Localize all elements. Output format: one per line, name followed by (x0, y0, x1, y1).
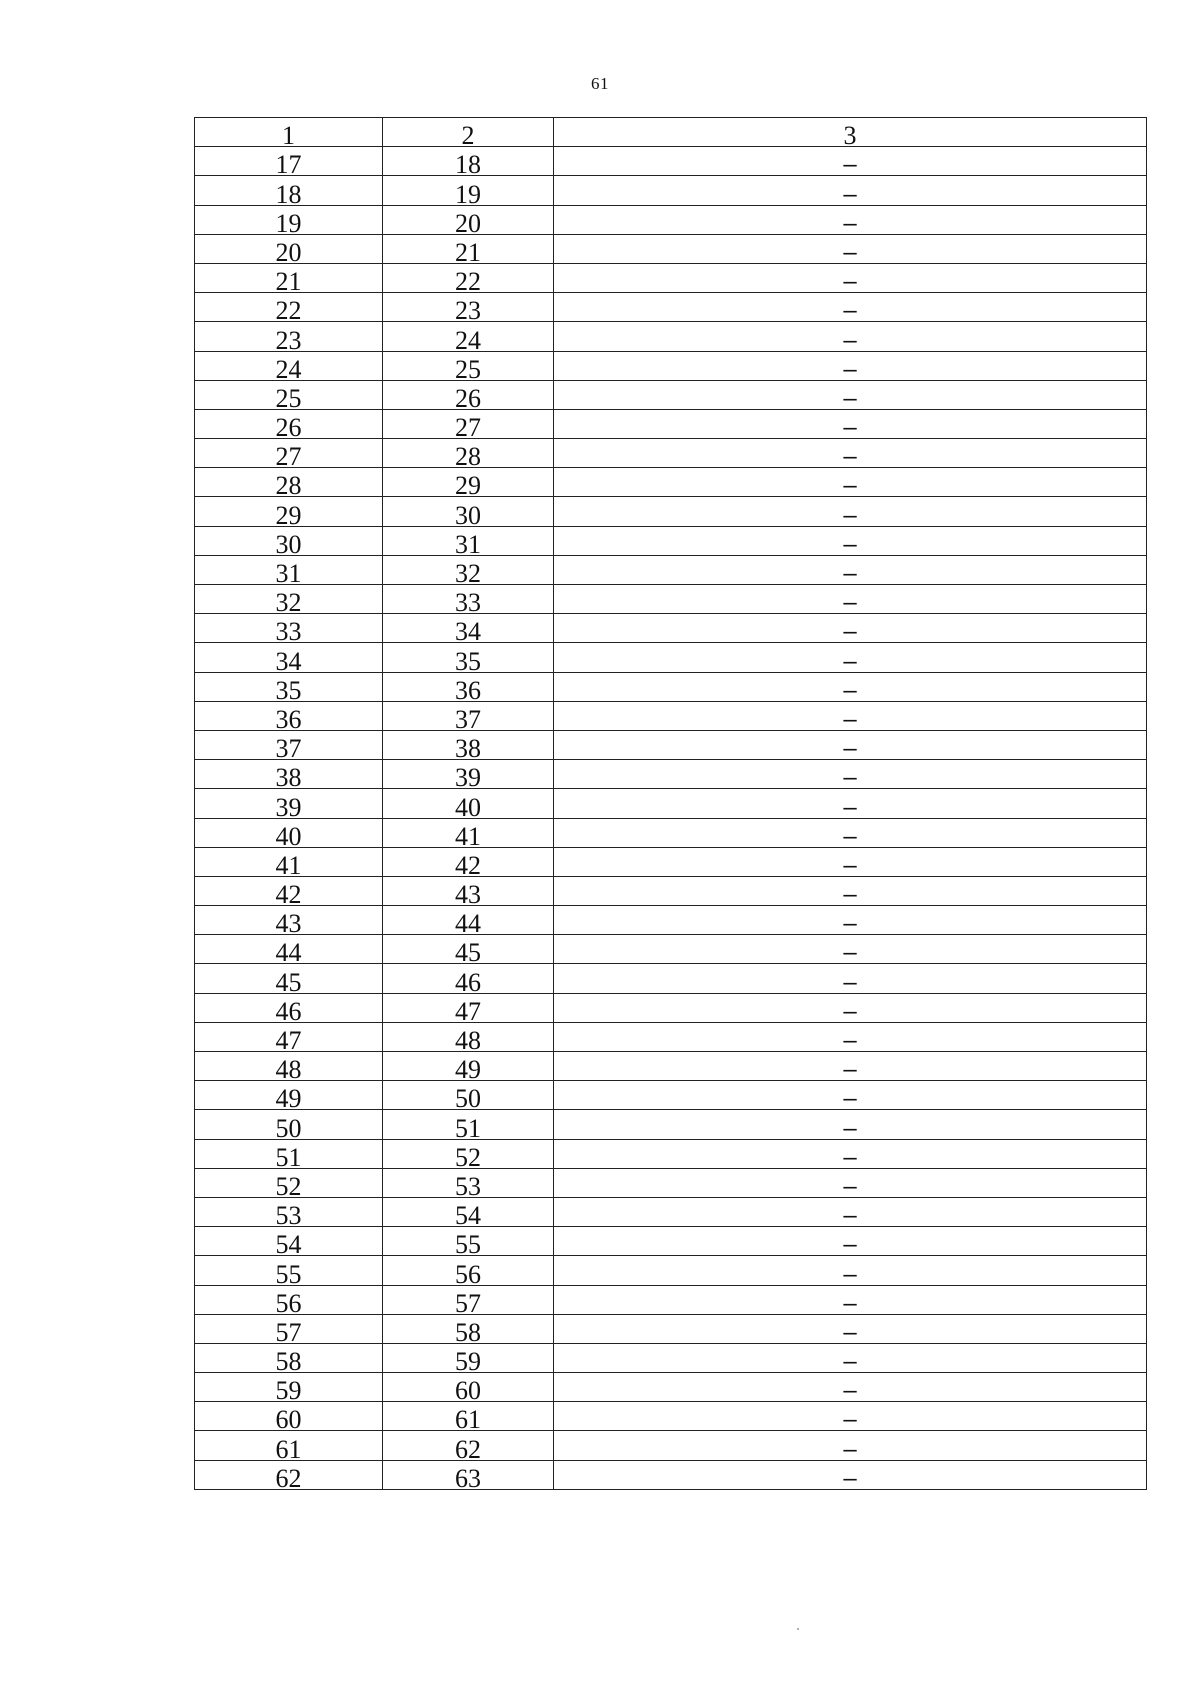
table-cell-col-1: 28 (195, 468, 383, 497)
table-cell-col-2: 50 (383, 1081, 554, 1110)
table-cell-col-1: 18 (195, 176, 383, 205)
table-cell-col-2: 61 (383, 1402, 554, 1431)
table-cell-col-2: 25 (383, 351, 554, 380)
table-cell-col-3: – (554, 351, 1147, 380)
table-row (195, 614, 1147, 643)
table-cell-col-1: 45 (195, 964, 383, 993)
table-cell-col-2: 31 (383, 526, 554, 555)
table-cell-col-3: – (554, 147, 1147, 176)
table-cell-col-2: 23 (383, 293, 554, 322)
table-row (195, 847, 1147, 876)
column-header-3: 3 (554, 118, 1147, 147)
table-cell-col-3: – (554, 1197, 1147, 1226)
table-cell-col-3: – (554, 1052, 1147, 1081)
table-cell-col-1: 42 (195, 876, 383, 905)
table-row (195, 1139, 1147, 1168)
table-cell-col-1: 51 (195, 1139, 383, 1168)
table-cell-col-1: 31 (195, 555, 383, 584)
table-cell-col-1: 58 (195, 1343, 383, 1372)
table-row (195, 643, 1147, 672)
table-row (195, 263, 1147, 292)
table-row (195, 672, 1147, 701)
table-cell-col-3: – (554, 789, 1147, 818)
table-cell-col-1: 46 (195, 993, 383, 1022)
page-number: 61 (591, 74, 609, 93)
table-cell-col-2: 21 (383, 234, 554, 263)
table-cell-col-3: – (554, 1022, 1147, 1051)
table-cell-col-3: – (554, 1256, 1147, 1285)
table-cell-col-2: 52 (383, 1139, 554, 1168)
table-cell-col-3: – (554, 526, 1147, 555)
table-row (195, 1022, 1147, 1051)
table-cell-col-1: 36 (195, 701, 383, 730)
table-cell-col-1: 38 (195, 760, 383, 789)
table-row (195, 906, 1147, 935)
table-row (195, 993, 1147, 1022)
table-cell-col-2: 22 (383, 263, 554, 292)
table-cell-col-2: 54 (383, 1197, 554, 1226)
table-cell-col-2: 60 (383, 1373, 554, 1402)
table-cell-col-2: 30 (383, 497, 554, 526)
table-cell-col-1: 37 (195, 730, 383, 759)
table-cell-col-2: 38 (383, 730, 554, 759)
table-cell-col-1: 59 (195, 1373, 383, 1402)
data-table (194, 117, 1147, 1493)
table-cell-col-2: 40 (383, 789, 554, 818)
table-cell-col-2: 55 (383, 1227, 554, 1256)
table-row (195, 935, 1147, 964)
table-cell-col-3: – (554, 497, 1147, 526)
table-cell-col-2: 20 (383, 205, 554, 234)
table-cell-col-3: – (554, 1139, 1147, 1168)
table-cell-col-2: 63 (383, 1460, 554, 1489)
table-cell-col-3: – (554, 468, 1147, 497)
table-cell-col-2: 46 (383, 964, 554, 993)
table-cell-col-1: 34 (195, 643, 383, 672)
table-cell-col-1: 50 (195, 1110, 383, 1139)
table-cell-col-3: – (554, 701, 1147, 730)
table-row (195, 730, 1147, 759)
table-row (195, 409, 1147, 438)
table-cell-col-2: 53 (383, 1168, 554, 1197)
column-header-1: 1 (195, 118, 383, 147)
table-cell-col-3: – (554, 964, 1147, 993)
table-row (195, 1460, 1147, 1489)
table-cell-col-2: 39 (383, 760, 554, 789)
table-row (195, 205, 1147, 234)
table-row (195, 234, 1147, 263)
table-cell-col-1: 52 (195, 1168, 383, 1197)
table-row (195, 468, 1147, 497)
table-cell-col-3: – (554, 176, 1147, 205)
table-row (195, 1285, 1147, 1314)
table-cell-col-1: 21 (195, 263, 383, 292)
table-cell-col-2: 51 (383, 1110, 554, 1139)
table-row (195, 322, 1147, 351)
table-row (195, 380, 1147, 409)
table-cell-col-1: 19 (195, 205, 383, 234)
table-cell-col-2: 19 (383, 176, 554, 205)
table-row (195, 555, 1147, 584)
table-cell-col-1: 29 (195, 497, 383, 526)
table-header (195, 118, 1147, 151)
table-cell-col-3: – (554, 935, 1147, 964)
table-cell-col-3: – (554, 1168, 1147, 1197)
table-cell-col-3: – (554, 1373, 1147, 1402)
table-row (195, 1314, 1147, 1343)
table-cell-col-2: 42 (383, 847, 554, 876)
table-cell-col-2: 58 (383, 1314, 554, 1343)
table-row (195, 1227, 1147, 1256)
table-cell-col-2: 45 (383, 935, 554, 964)
table-cell-col-2: 48 (383, 1022, 554, 1051)
table-cell-col-1: 33 (195, 614, 383, 643)
table-cell-col-3: – (554, 380, 1147, 409)
table-row (195, 497, 1147, 526)
table-cell-col-2: 18 (383, 147, 554, 176)
table-row (195, 1431, 1147, 1460)
table-cell-col-3: – (554, 1081, 1147, 1110)
table-cell-col-3: – (554, 730, 1147, 759)
table-cell-col-1: 20 (195, 234, 383, 263)
table-cell-col-3: – (554, 263, 1147, 292)
table-cell-col-1: 62 (195, 1460, 383, 1489)
table-cell-col-2: 49 (383, 1052, 554, 1081)
table-cell-col-3: – (554, 234, 1147, 263)
table-cell-col-3: – (554, 847, 1147, 876)
table-cell-col-2: 28 (383, 439, 554, 468)
table-cell-col-3: – (554, 585, 1147, 614)
table-row (195, 1081, 1147, 1110)
table-cell-col-3: – (554, 818, 1147, 847)
table-row (195, 526, 1147, 555)
table-cell-col-2: 34 (383, 614, 554, 643)
table-row (195, 760, 1147, 789)
table-cell-col-1: 39 (195, 789, 383, 818)
table-cell-col-3: – (554, 205, 1147, 234)
table-cell-col-2: 36 (383, 672, 554, 701)
table-cell-col-2: 32 (383, 555, 554, 584)
table-cell-col-3: – (554, 1343, 1147, 1372)
table-row (195, 701, 1147, 730)
table-cell-col-1: 43 (195, 906, 383, 935)
table-cell-col-2: 27 (383, 409, 554, 438)
table-cell-col-3: – (554, 1227, 1147, 1256)
table-body (195, 147, 1147, 1493)
table-row (195, 789, 1147, 818)
table-cell-col-3: – (554, 1402, 1147, 1431)
table-cell-col-1: 35 (195, 672, 383, 701)
scan-speck (797, 1628, 799, 1630)
table-cell-col-3: – (554, 1460, 1147, 1489)
table-header-row (195, 118, 1147, 147)
table-cell-col-2: 37 (383, 701, 554, 730)
table-cell-col-3: – (554, 1110, 1147, 1139)
table-row (195, 1197, 1147, 1226)
table-row (195, 876, 1147, 905)
table-cell-col-1: 55 (195, 1256, 383, 1285)
table-row (195, 439, 1147, 468)
table-cell-col-1: 22 (195, 293, 383, 322)
table-cell-col-2: 41 (383, 818, 554, 847)
table-cell-col-3: – (554, 555, 1147, 584)
table-cell-col-2: 29 (383, 468, 554, 497)
table-row (195, 176, 1147, 205)
table-cell-col-2: 24 (383, 322, 554, 351)
table-cell-col-3: – (554, 876, 1147, 905)
table-cell-col-2: 26 (383, 380, 554, 409)
table-cell-col-1: 23 (195, 322, 383, 351)
table-cell-col-1: 25 (195, 380, 383, 409)
table-cell-col-1: 60 (195, 1402, 383, 1431)
table-row (195, 1168, 1147, 1197)
table-cell-col-3: – (554, 643, 1147, 672)
table-cell-col-2: 33 (383, 585, 554, 614)
table-row (195, 964, 1147, 993)
table-cell-col-1: 41 (195, 847, 383, 876)
table-cell-col-1: 53 (195, 1197, 383, 1226)
table-row (195, 1052, 1147, 1081)
table-cell-col-3: – (554, 760, 1147, 789)
table-row (195, 1343, 1147, 1372)
table-cell-col-1: 57 (195, 1314, 383, 1343)
table-cell-col-1: 49 (195, 1081, 383, 1110)
table-cell-col-2: 62 (383, 1431, 554, 1460)
table-cell-col-3: – (554, 293, 1147, 322)
table-cell-col-2: 43 (383, 876, 554, 905)
table-row (195, 1256, 1147, 1285)
table-cell-col-2: 35 (383, 643, 554, 672)
table-cell-col-2: 56 (383, 1256, 554, 1285)
table-cell-col-3: – (554, 1285, 1147, 1314)
table-row (195, 585, 1147, 614)
table-row (195, 1402, 1147, 1431)
table-cell-col-2: 59 (383, 1343, 554, 1372)
table-cell-col-3: – (554, 906, 1147, 935)
table-cell-col-1: 27 (195, 439, 383, 468)
table-cell-col-1: 32 (195, 585, 383, 614)
table-cell-col-2: 47 (383, 993, 554, 1022)
column-header-2: 2 (383, 118, 554, 147)
table-cell-col-3: – (554, 672, 1147, 701)
table-cell-col-1: 61 (195, 1431, 383, 1460)
table-row (195, 351, 1147, 380)
table-cell-col-3: – (554, 322, 1147, 351)
table-cell-col-1: 44 (195, 935, 383, 964)
table-cell-col-1: 54 (195, 1227, 383, 1256)
table-row (195, 1110, 1147, 1139)
table-cell-col-3: – (554, 1431, 1147, 1460)
table-row (195, 293, 1147, 322)
table-cell-col-2: 44 (383, 906, 554, 935)
table-cell-col-1: 30 (195, 526, 383, 555)
table-cell-col-1: 17 (195, 147, 383, 176)
table-cell-col-1: 40 (195, 818, 383, 847)
table-cell-col-3: – (554, 409, 1147, 438)
table-cell-col-1: 26 (195, 409, 383, 438)
table-cell-col-2: 57 (383, 1285, 554, 1314)
table-cell-col-1: 24 (195, 351, 383, 380)
table-row (195, 1373, 1147, 1402)
table-cell-col-3: – (554, 439, 1147, 468)
table-cell-col-3: – (554, 1314, 1147, 1343)
table-cell-col-1: 47 (195, 1022, 383, 1051)
table-cell-col-1: 56 (195, 1285, 383, 1314)
table-cell-col-3: – (554, 614, 1147, 643)
table-row (195, 818, 1147, 847)
table-cell-col-3: – (554, 993, 1147, 1022)
table-row (195, 147, 1147, 176)
table-cell-col-1: 48 (195, 1052, 383, 1081)
